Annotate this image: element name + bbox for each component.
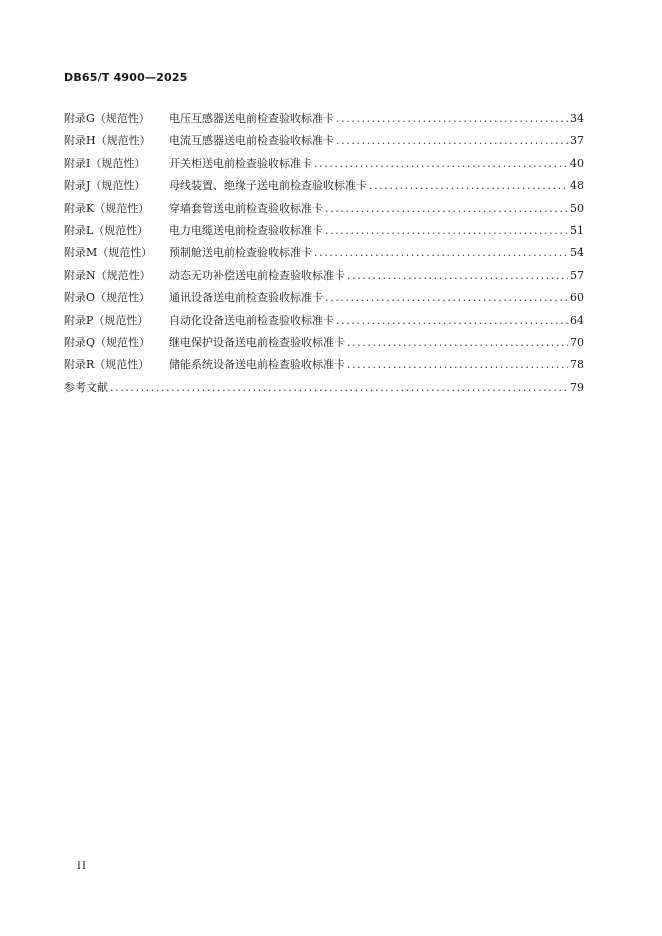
toc-entry-label: 附录K（规范性）	[64, 201, 150, 215]
toc-entry-page: 54	[570, 246, 584, 260]
toc-entry[interactable]	[64, 265, 584, 287]
toc-entry-title: 穿墙套管送电前检查验收标准卡	[169, 201, 323, 215]
toc-entry[interactable]	[64, 153, 584, 175]
toc-entry-page: 78	[570, 358, 584, 372]
toc-entry-title: 电力电缆送电前检查验收标准卡	[169, 223, 323, 237]
toc-entry[interactable]	[64, 198, 584, 220]
toc-dot-leader	[336, 310, 568, 332]
toc-entry-page: 37	[570, 134, 584, 148]
toc-entry-page: 40	[570, 156, 584, 170]
toc-dot-leader	[314, 153, 568, 175]
toc-entry-page: 34	[570, 112, 584, 125]
table-of-contents	[64, 108, 584, 399]
toc-entry[interactable]	[64, 310, 584, 332]
document-code: DB65/T 4900—2025	[64, 71, 188, 84]
toc-entry[interactable]	[64, 220, 584, 242]
toc-entry-label: 附录H（规范性）	[64, 134, 151, 148]
page-number: II	[77, 861, 87, 872]
toc-entry-title: 自动化设备送电前检查验收标准卡	[169, 313, 334, 327]
toc-entry[interactable]	[64, 354, 584, 376]
toc-entry-label: 附录O（规范性）	[64, 291, 151, 305]
toc-entry-label: 附录P（规范性）	[64, 313, 149, 327]
toc-entry-page: 57	[570, 268, 584, 282]
toc-entry-label: 附录M（规范性）	[64, 246, 153, 260]
toc-entry-label: 附录G（规范性）	[64, 112, 150, 125]
toc-entry-title: 开关柜送电前检查验收标准卡	[169, 156, 312, 170]
toc-entry-label: 附录J（规范性）	[64, 179, 146, 193]
toc-entry-label: 附录L（规范性）	[64, 223, 149, 237]
toc-references-page: 79	[570, 380, 584, 394]
toc-entry[interactable]	[64, 108, 584, 130]
toc-entry-title: 预制舱送电前检查验收标准卡	[169, 246, 312, 260]
toc-dot-leader	[336, 108, 568, 130]
toc-dot-leader	[325, 198, 568, 220]
toc-dot-leader	[325, 287, 568, 309]
toc-entry-title: 电流互感器送电前检查验收标准卡	[169, 134, 334, 148]
toc-dot-leader	[314, 242, 568, 264]
toc-entry[interactable]	[64, 130, 584, 152]
toc-entry-title: 母线装置、绝缘子送电前检查验收标准卡	[169, 179, 367, 193]
toc-entry-references[interactable]	[64, 377, 584, 399]
toc-entry[interactable]	[64, 332, 584, 354]
toc-entry-title: 动态无功补偿送电前检查验收标准卡	[169, 268, 345, 282]
toc-dot-leader	[369, 175, 568, 197]
toc-references-title: 参考文献	[64, 380, 108, 394]
toc-entry-label: 附录R（规范性）	[64, 358, 150, 372]
toc-entry-page: 64	[570, 313, 584, 327]
toc-dot-leader	[336, 130, 568, 152]
toc-dot-leader	[347, 265, 568, 287]
toc-entry-page: 51	[570, 223, 584, 237]
toc-entry-label: 附录N（规范性）	[64, 268, 151, 282]
toc-entry-title: 通讯设备送电前检查验收标准卡	[169, 291, 323, 305]
toc-entry-page: 60	[570, 291, 584, 305]
toc-dot-leader	[325, 220, 568, 242]
toc-entry-page: 48	[570, 179, 584, 193]
toc-entry[interactable]	[64, 287, 584, 309]
toc-entry-page: 70	[570, 335, 584, 349]
toc-entry-page: 50	[570, 201, 584, 215]
toc-dot-leader	[110, 377, 568, 399]
toc-dot-leader	[347, 354, 568, 376]
toc-entry-title: 储能系统设备送电前检查验收标准卡	[169, 358, 345, 372]
toc-entry[interactable]	[64, 175, 584, 197]
toc-entry-title: 继电保护设备送电前检查验收标准卡	[169, 335, 345, 349]
toc-entry-label: 附录Q（规范性）	[64, 335, 151, 349]
toc-entry-title: 电压互感器送电前检查验收标准卡	[169, 112, 334, 125]
toc-entry-label: 附录I（规范性）	[64, 156, 146, 170]
toc-entry[interactable]	[64, 242, 584, 264]
toc-dot-leader	[347, 332, 568, 354]
